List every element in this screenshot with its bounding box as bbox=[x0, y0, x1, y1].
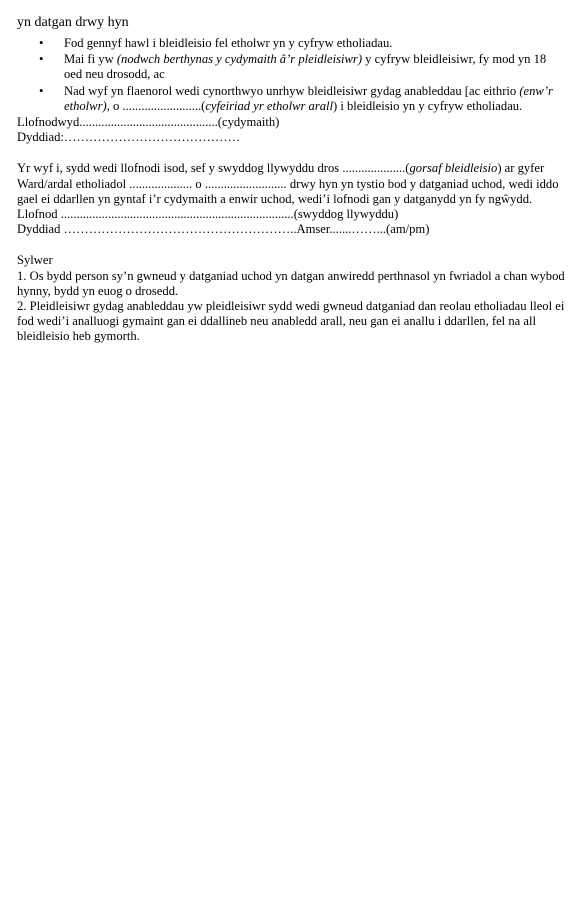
declaration-heading: yn datgan drwy hyn bbox=[17, 15, 129, 30]
officer-intro-post: ) ar gyfer bbox=[497, 161, 545, 176]
polling-station-placeholder: gorsaf bleidleisio bbox=[409, 161, 498, 176]
bullet-text-post: ) i bleidleisio yn y cyfryw etholiadau. bbox=[333, 98, 523, 113]
declaration-bullet-list bbox=[17, 36, 565, 114]
elector-name-placeholder: (enw’r etholwr) bbox=[64, 83, 553, 113]
elector-address-placeholder: cyfeiriad yr etholwr arall bbox=[205, 98, 334, 113]
note-2: 2. Pleidleisiwr gydag anableddau yw pleidleisiwr sydd wedi gwneud datganiad dan reolau etholiadau lleol ei fod wedi’i analluogi gymaint gan ei ddallineb neu anabledd arall, neu gan ei anallu i ddarllen, fel na all bleidleisio heb gymorth. bbox=[17, 299, 565, 344]
bullet-relationship bbox=[64, 52, 565, 82]
officer-certification-intro bbox=[17, 161, 565, 176]
relationship-placeholder: (nodwch berthynas y cydymaith â’r pleidleisiwr) bbox=[116, 52, 363, 67]
bullet-text-post: y cyfryw bleidleisiwr, fy mod yn 18 oed neu drosodd, ac bbox=[64, 52, 547, 82]
bullet-text-mid: , o .........................( bbox=[106, 98, 206, 113]
officer-certification-text: Ward/ardal etholiadol .................... o .......................... drwy hyn yn tystio bod y datganiad uchod, wedi iddo gael ei ddarllen yn gyntaf i’r cydymaith a enwir uchod, wedi’i lofnodi gan y datganydd yn fy ngŵydd. bbox=[17, 176, 559, 206]
officer-date-time-line: Dyddiad ………………………………………………..Amser.......……...(am/pm) bbox=[17, 222, 430, 237]
companion-date-line: Dyddiad:…………………………………… bbox=[17, 130, 241, 145]
bullet-text: Fod gennyf hawl i bleidleisio fel etholwr yn y cyfryw etholiadau. bbox=[64, 36, 393, 50]
bullet-entitled-to-vote bbox=[64, 36, 565, 51]
officer-intro-pre: Yr wyf i, sydd wedi llofnodi isod, sef y swyddog llywyddu dros ....................( bbox=[17, 161, 410, 176]
notes-title: Sylwer bbox=[17, 253, 53, 268]
note-1: 1. Os bydd person sy’n gwneud y datganiad uchod yn datgan anwiredd perthnasol yn fwriadol a chan wybod hynny, bydd yn euog o drosedd. bbox=[17, 268, 565, 298]
companion-signature-line: Llofnodwyd............................................(cydymaith) bbox=[17, 115, 280, 130]
bullet-text-pre: Nad wyf yn flaenorol wedi cynorthwyo unrhyw bleidleisiwr gydag anableddau [ac eithrio bbox=[64, 83, 520, 98]
officer-signature-line: Llofnod ..........................................................................(swyddog llywyddu) bbox=[17, 207, 399, 222]
bullet-text-pre: Mai fi yw bbox=[64, 52, 117, 67]
bullet-not-previously-assisted bbox=[64, 84, 565, 114]
